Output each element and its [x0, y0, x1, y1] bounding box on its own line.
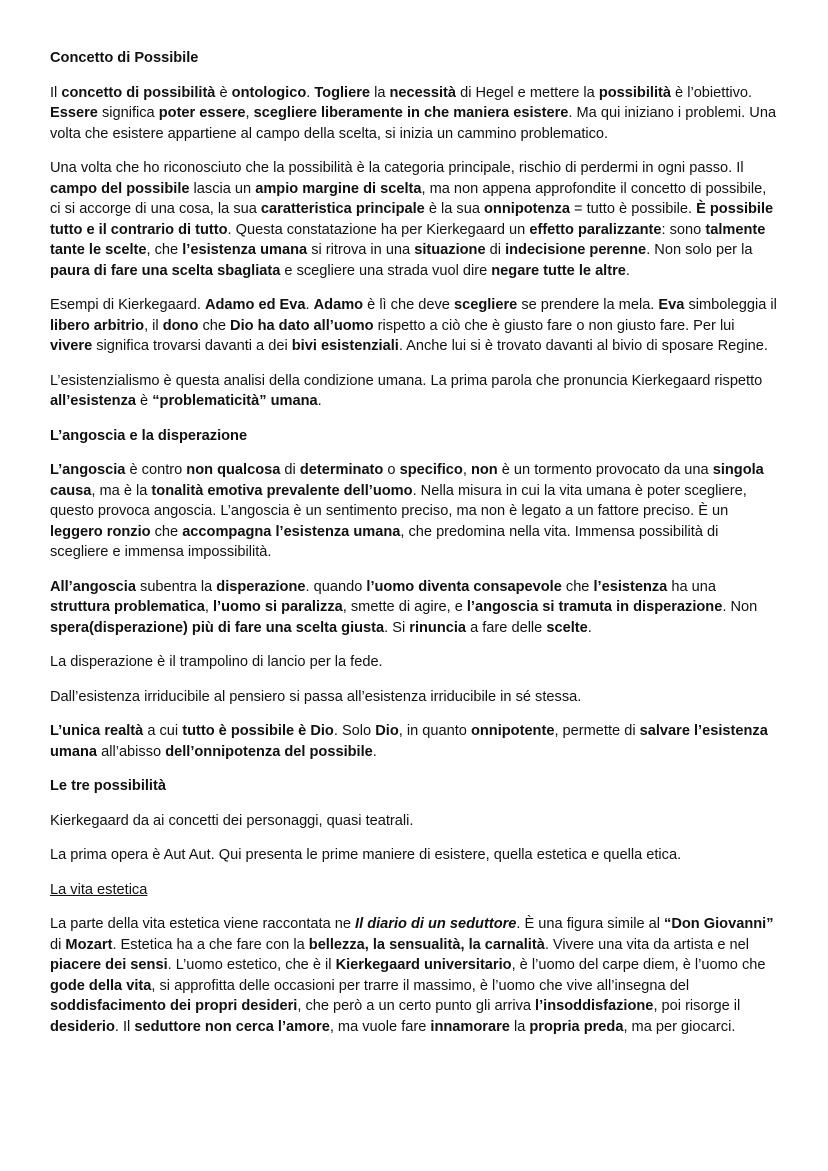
bold-text: effetto paralizzante	[529, 221, 662, 238]
bold-text: scegliere liberamente in che maniera esistere	[253, 105, 569, 121]
text-run: se prendere la mela.	[517, 297, 659, 313]
text-run: di	[50, 936, 66, 953]
bold-text: non	[470, 462, 498, 478]
text-run: significa trovarsi davanti a dei	[92, 338, 292, 354]
paragraph-4	[50, 371, 780, 412]
bold-text: onnipotenza	[484, 201, 570, 217]
bold-text: bivi esistenziali	[291, 338, 399, 354]
text-run: è l’obiettivo.	[670, 84, 753, 101]
text-run: è la sua	[424, 201, 485, 217]
bold-text: L’unica realtà	[50, 723, 144, 739]
text-run: . L’uomo estetico, che è il	[167, 957, 336, 973]
bold-text: specifico	[399, 462, 463, 478]
text-run: , ma non appena approfondite il concetto di possibile, ci si accorge di una cosa, la sua	[50, 180, 767, 217]
text-run: , poi risorge il	[653, 998, 741, 1014]
bold-text: spera(disperazione) più di fare una scelta giusta	[50, 619, 385, 636]
bold-text: tutto è possibile è Dio	[182, 723, 334, 739]
bold-text: libero arbitrio	[50, 317, 145, 334]
text-run: . Questa constatazione ha per Kierkegaard un	[227, 221, 530, 238]
text-run: a cui	[143, 723, 183, 739]
bold-text: concetto di possibilità	[61, 84, 216, 101]
text-run: , è l’uomo del carpe diem, è l’uomo che	[511, 957, 766, 973]
bold-text: gode della vita	[50, 977, 152, 994]
text-run: .	[625, 262, 630, 279]
text-run: è lì che deve	[363, 297, 454, 313]
text-run: che	[150, 523, 183, 540]
paragraph-8: Dall’esistenza irriducibile al pensiero si passa all’esistenza irriducibile in sé stessa.	[50, 688, 582, 705]
paragraph-5	[50, 460, 780, 563]
bold-text: L’angoscia	[50, 462, 126, 478]
paragraph-7: La disperazione è il trampolino di lancio per la fede.	[50, 654, 383, 670]
paragraph-2	[50, 158, 780, 281]
bold-text: “problematicità” umana	[152, 393, 318, 409]
text-run: . Il	[114, 1018, 135, 1035]
bold-text: disperazione	[216, 578, 306, 595]
text-run: ,	[245, 105, 254, 121]
bold-text: seduttore non cerca l’amore	[134, 1018, 330, 1035]
bold-text: tonalità emotiva prevalente dell’uomo	[151, 482, 413, 499]
bold-text: l’angoscia si tramuta in disperazione	[466, 599, 723, 615]
text-run: .	[306, 84, 315, 101]
paragraph-3	[50, 295, 780, 357]
bold-text: salvare l’esistenza umana	[50, 723, 768, 760]
bold-text: talmente tante le scelte	[50, 221, 766, 258]
bold-text: ampio margine di scelta	[255, 180, 422, 197]
text-run: . Anche lui si è trovato davanti al bivio di sposare Regine.	[398, 338, 768, 354]
text-run: che	[561, 578, 594, 595]
text-run: ,	[204, 599, 213, 615]
bold-text: Kierkegaard universitario	[335, 957, 512, 973]
bold-text: onnipotente	[470, 723, 555, 739]
text-run: , ma è la	[91, 482, 152, 499]
text-run: all’abisso	[97, 743, 166, 760]
text-run: che	[198, 317, 231, 334]
text-run: . Estetica ha a che fare con la	[112, 936, 309, 953]
text-run: . quando	[305, 578, 367, 595]
bold-text: Togliere	[314, 84, 371, 101]
text-run: .	[587, 619, 592, 636]
text-run: lascia un	[189, 180, 256, 197]
bold-text: l’insoddisfazione	[535, 998, 654, 1014]
text-run: di	[280, 462, 300, 478]
text-run: è	[136, 393, 153, 409]
bold-italic-title: Il diario di un seduttore	[355, 916, 517, 932]
text-run: , che	[146, 242, 183, 258]
bold-text: l’uomo diventa consapevole	[366, 578, 562, 595]
bold-text: Dio	[375, 723, 399, 739]
text-run: . È una figura simile al	[516, 916, 665, 932]
text-run: : sono	[661, 221, 706, 238]
text-run: è contro	[125, 462, 187, 478]
heading-tre-possibilita: Le tre possibilità	[50, 778, 166, 794]
bold-text: Adamo	[313, 297, 364, 313]
text-run: , ma vuole fare	[329, 1018, 431, 1035]
bold-text: l’uomo si paralizza	[213, 599, 343, 615]
bold-text: Mozart	[65, 936, 113, 953]
text-run: . Si	[384, 619, 410, 636]
text-run: , permette di	[554, 723, 640, 739]
text-run: , in quanto	[398, 723, 471, 739]
text-run: .	[317, 393, 322, 409]
text-run: significa	[97, 105, 159, 121]
bold-text: bellezza, la sensualità, la carnalità	[308, 936, 545, 953]
bold-text: innamorare	[430, 1018, 510, 1035]
text-run: , che predomina nella vita. Immensa possibilità di scegliere e immensa impossibilità.	[50, 523, 719, 560]
text-run: o	[383, 462, 400, 478]
bold-text: dono	[162, 317, 199, 334]
bold-text: Eva	[658, 297, 685, 313]
bold-text: non qualcosa	[186, 462, 281, 478]
text-run: .	[372, 743, 377, 760]
paragraph-11: La prima opera è Aut Aut. Qui presenta le prime maniere di esistere, quella estetica e quella etica.	[50, 847, 682, 863]
text-run: e scegliere una strada vuol dire	[280, 262, 492, 279]
bold-text: negare tutte le altre	[491, 262, 626, 279]
text-run: a fare delle	[466, 619, 547, 636]
text-run: ,	[462, 462, 471, 478]
paragraph-12	[50, 914, 780, 1037]
text-run: Il	[50, 84, 62, 101]
text-run: , ma per giocarci.	[623, 1018, 736, 1035]
text-run: . Nella misura in cui la vita umana è poter scegliere, questo provoca angoscia. L’angoscia è un sentimento preciso, ma non è legato a un fattore preciso. È un	[50, 482, 747, 519]
bold-text: singola causa	[50, 462, 764, 499]
text-run: si ritrova in una	[307, 242, 415, 258]
text-run: Esempi di Kierkegaard.	[50, 297, 205, 313]
text-run: la	[370, 84, 390, 101]
text-run: è	[215, 84, 232, 101]
bold-text: all’esistenza	[50, 393, 136, 409]
bold-text: vivere	[50, 338, 93, 354]
text-run: . Solo	[333, 723, 376, 739]
bold-text: caratteristica principale	[260, 201, 425, 217]
bold-text: piacere dei sensi	[50, 957, 168, 973]
text-run: , smette di agire, e	[342, 599, 467, 615]
text-run: = tutto è possibile.	[569, 201, 697, 217]
paragraph-10: Kierkegaard da ai concetti dei personaggi, quasi teatrali.	[50, 812, 414, 829]
bold-text: rinuncia	[409, 619, 467, 636]
bold-text: Essere	[50, 105, 98, 121]
bold-text: campo del possibile	[50, 180, 190, 197]
bold-text: leggero ronzio	[50, 523, 151, 540]
text-run: di Hegel e mettere la	[456, 84, 599, 101]
bold-text: soddisfacimento dei propri desideri	[50, 998, 298, 1014]
text-run: . Ma qui iniziano i problemi. Una volta che esistere appartiene al campo della scelta, si inizia un cammino problematico.	[50, 105, 777, 142]
bold-text: È possibile tutto e il contrario di tutto	[50, 201, 774, 238]
text-run: . Non solo per la	[646, 242, 753, 258]
text-run: .	[305, 297, 314, 313]
paragraph-6	[50, 577, 780, 639]
subheading-vita-estetica: La vita estetica	[50, 881, 148, 898]
text-run: di	[485, 242, 506, 258]
bold-text: struttura problematica	[50, 599, 205, 615]
bold-text: poter essere	[158, 105, 246, 121]
heading-angoscia-disperazione: L’angoscia e la disperazione	[50, 427, 248, 444]
text-run: simboleggia il	[684, 297, 777, 313]
text-run: la	[509, 1018, 530, 1035]
bold-text: All’angoscia	[50, 578, 136, 595]
text-run: L’esistenzialismo è questa analisi della condizione umana. La prima parola che pronuncia Kierkegaard rispetto	[50, 372, 763, 389]
bold-text: desiderio	[50, 1018, 115, 1035]
text-run: , si approfitta delle occasioni per trarre il massimo, è l’uomo che vive all’insegna del	[151, 977, 690, 994]
bold-text: paura di fare una scelta sbagliata	[50, 262, 281, 279]
bold-text: propria preda	[529, 1018, 624, 1035]
bold-text: determinato	[299, 462, 384, 478]
text-run: . Non	[722, 599, 758, 615]
bold-text: indecisione perenne	[505, 242, 647, 258]
text-run: , che però a un certo punto gli arriva	[297, 998, 536, 1014]
bold-text: Dio ha dato all’uomo	[230, 317, 374, 334]
text-run: è un tormento provocato da una	[497, 462, 713, 478]
bold-text: l’esistenza	[593, 578, 668, 595]
text-run: rispetto a ciò che è giusto fare o non giusto fare. Per lui	[373, 317, 735, 334]
text-run: ha una	[667, 578, 717, 595]
bold-text: l’esistenza umana	[182, 242, 308, 258]
bold-text: ontologico	[231, 84, 307, 101]
paragraph-1	[50, 83, 780, 145]
text-run: . Vivere una vita da artista e nel	[544, 936, 749, 953]
text-run: La parte della vita estetica viene raccontata ne	[50, 916, 356, 932]
heading-concetto-di-possibile: Concetto di Possibile	[50, 50, 199, 66]
bold-text: necessità	[389, 84, 457, 101]
bold-text: accompagna l’esistenza umana	[182, 523, 401, 540]
bold-text: Adamo ed Eva	[204, 297, 306, 313]
bold-text: possibilità	[598, 84, 671, 101]
bold-text: scelte	[546, 619, 588, 636]
bold-text: dell’onnipotenza del possibile	[165, 743, 373, 760]
paragraph-9	[50, 721, 780, 762]
text-run: , il	[144, 317, 163, 334]
text-run: Una volta che ho riconosciuto che la possibilità è la categoria principale, rischio di perdermi in ogni passo. Il	[50, 160, 744, 176]
text-run: subentra la	[135, 578, 217, 595]
bold-text: scegliere	[453, 297, 518, 313]
bold-text: situazione	[414, 242, 486, 258]
bold-text: “Don Giovanni”	[664, 916, 774, 932]
